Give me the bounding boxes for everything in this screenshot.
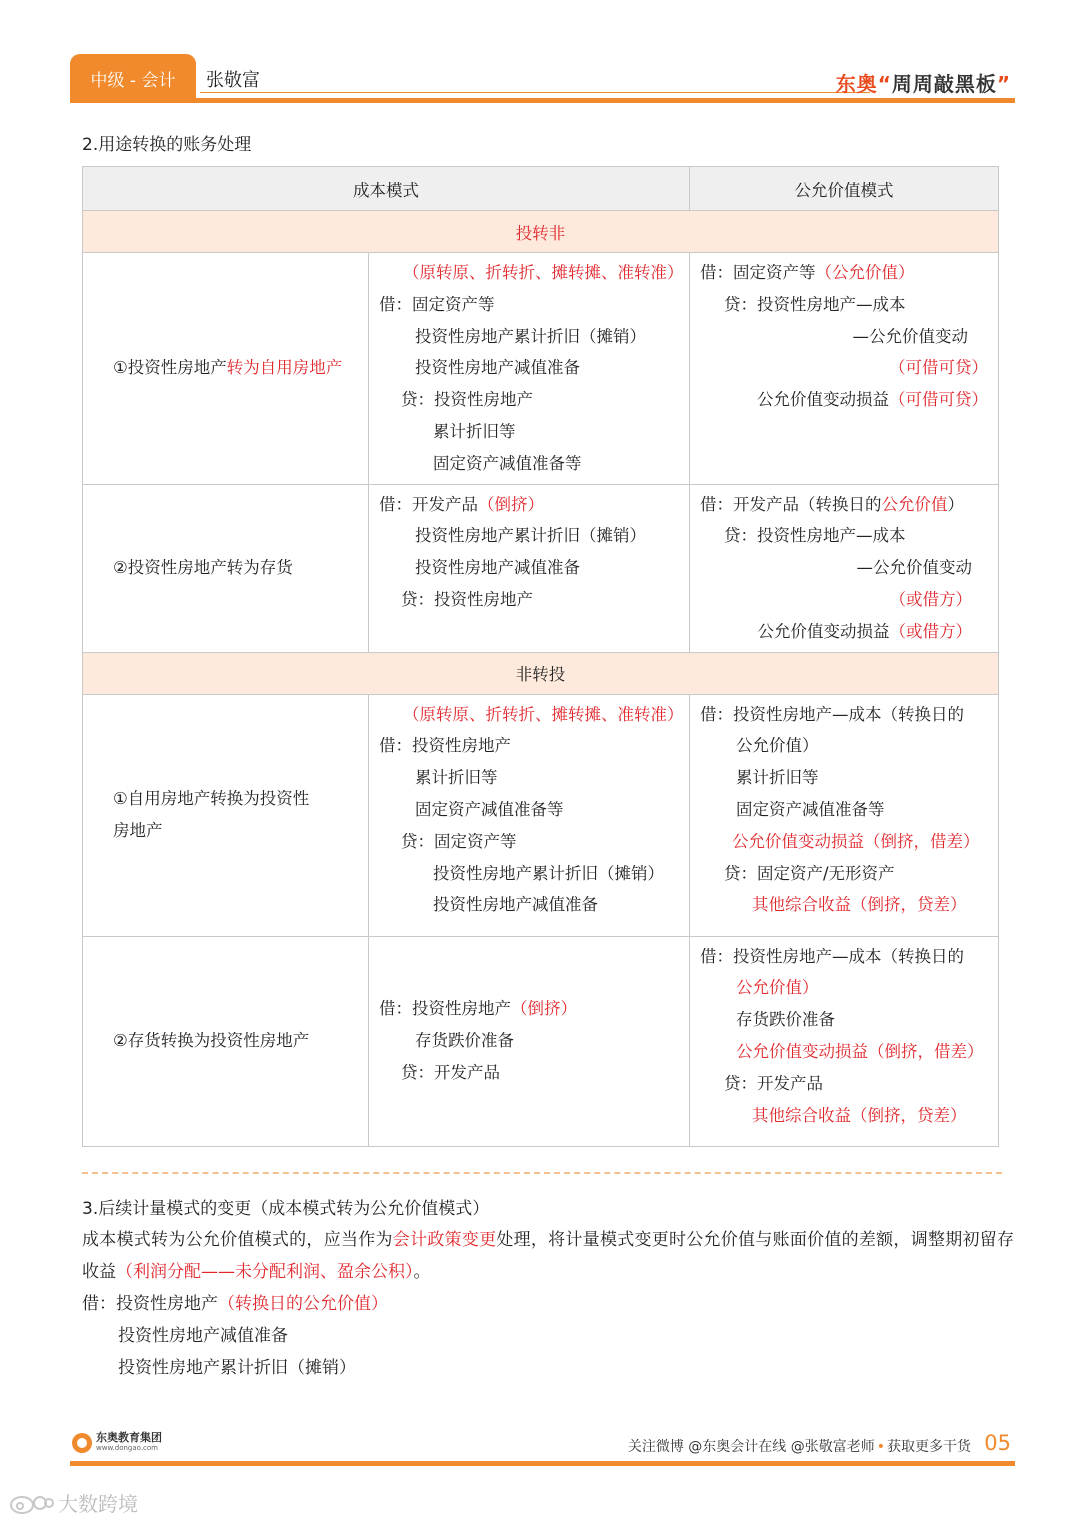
entry-text: 借：固定资产等 bbox=[700, 263, 816, 282]
header-cost-model: 成本模式 bbox=[83, 167, 690, 211]
entry-line: 投资性房地产减值准备 bbox=[433, 895, 598, 915]
entry-line: 固定资产减值准备等 bbox=[433, 453, 582, 473]
row-label-highlight: 转为自用房地产 bbox=[226, 358, 343, 378]
conversion-table bbox=[82, 166, 999, 1147]
entry-line bbox=[700, 257, 992, 289]
footer-bar bbox=[70, 1461, 1015, 1466]
entry-line: 贷：投资性房地产 bbox=[401, 390, 533, 410]
bottom-watermark-text: 大数跨境 bbox=[58, 1492, 138, 1516]
cost-model-entry bbox=[369, 694, 690, 936]
row-label bbox=[83, 694, 369, 936]
entry-line: 累计折旧等 bbox=[415, 768, 498, 788]
entry-line: 投资性房地产减值准备 bbox=[415, 358, 580, 378]
entry-line: 贷：开发产品 bbox=[724, 1073, 823, 1093]
paragraph-text: 。 bbox=[413, 1262, 431, 1282]
fair-value-entry bbox=[690, 253, 999, 485]
band-non-to-investment: 非转投 bbox=[83, 652, 999, 694]
entry-line bbox=[379, 993, 683, 1025]
band-row bbox=[83, 211, 999, 253]
entry-line: 公允价值变动损益（倒挤，借差） bbox=[732, 831, 980, 851]
row-label-line: 房地产 bbox=[113, 821, 163, 841]
entry-highlight: 公允价值 bbox=[881, 494, 948, 514]
entry-line: 固定资产减值准备等 bbox=[736, 799, 885, 819]
header-fair-value-model: 公允价值模式 bbox=[690, 167, 999, 211]
footer-logo-name: 东奥教育集团 bbox=[96, 1431, 162, 1444]
entry-line bbox=[700, 489, 992, 521]
fair-value-entry bbox=[690, 694, 999, 936]
row-label: ②投资性房地产转为存货 bbox=[83, 484, 369, 652]
follow-dot: • bbox=[876, 1439, 885, 1455]
subject-tab: 中级 - 会计 bbox=[70, 54, 196, 102]
entry-line: 固定资产减值准备等 bbox=[415, 799, 564, 819]
section-3-title: 3.后续计量模式的变更（成本模式转为公允价值模式） bbox=[82, 1199, 490, 1219]
fair-value-entry bbox=[690, 484, 999, 652]
header-underline bbox=[200, 92, 870, 93]
brand-slogan: 周周敲黑板 bbox=[891, 72, 997, 96]
footer-follow-text bbox=[628, 1436, 971, 1456]
entry-highlight: （转换日的公允价值） bbox=[218, 1294, 388, 1314]
row-label-line: ①自用房地产转换为投资性 bbox=[113, 789, 310, 809]
page-header bbox=[70, 54, 1015, 104]
entry-line: 累计折旧等 bbox=[736, 768, 819, 788]
entry-line: 贷：开发产品 bbox=[401, 1062, 500, 1082]
paragraph-highlight: （利润分配——未分配利润、盈余公积） bbox=[116, 1262, 414, 1282]
follow-tail: 获取更多干货 bbox=[887, 1439, 971, 1455]
brand-open-quote: “ bbox=[877, 72, 892, 96]
dashed-separator bbox=[82, 1172, 1002, 1174]
paragraph-text: 成本模式转为公允价值模式的，应当作为 bbox=[82, 1230, 393, 1250]
table-header-row bbox=[83, 167, 999, 211]
entry-line: 累计折旧等 bbox=[433, 421, 516, 441]
entry-line bbox=[82, 1288, 1014, 1320]
entry-highlight: （倒挤） bbox=[511, 999, 577, 1019]
entry-text: 借：投资性房地产 bbox=[82, 1294, 218, 1314]
section-2-title: 2.用途转换的账务处理 bbox=[82, 135, 252, 155]
cost-model-entry bbox=[369, 936, 690, 1146]
entry-line: —公允价值变动 bbox=[852, 326, 968, 346]
entry-line: （可借可贷） bbox=[889, 358, 988, 378]
cost-model-entry bbox=[369, 484, 690, 652]
brand-close-quote: ” bbox=[996, 72, 1011, 96]
paragraph-highlight: 会计政策变更 bbox=[392, 1230, 497, 1250]
entry-line: 借：投资性房地产 bbox=[379, 736, 511, 756]
entry-line bbox=[700, 384, 992, 416]
entry-line: 公允价值） bbox=[736, 736, 819, 756]
entry-line: 其他综合收益（倒挤，贷差） bbox=[752, 895, 967, 915]
entry-text: 公允价值变动损益 bbox=[757, 621, 890, 641]
bottom-watermark bbox=[8, 1488, 138, 1517]
band-investment-to-non: 投转非 bbox=[83, 211, 999, 253]
dongao-logo-icon bbox=[72, 1433, 92, 1453]
entry-highlight: （可借可贷） bbox=[889, 390, 988, 410]
entry-text: 公允价值变动损益 bbox=[757, 390, 889, 410]
entry-line: 贷：固定资产等 bbox=[401, 831, 517, 851]
entry-line: 存货跌价准备 bbox=[415, 1031, 514, 1051]
entry-line: 贷：投资性房地产—成本 bbox=[724, 294, 906, 314]
entry-line: 投资性房地产减值准备 bbox=[118, 1326, 288, 1346]
entry-line: 其他综合收益（倒挤，贷差） bbox=[752, 1105, 967, 1125]
entry-line: 借：投资性房地产—成本（转换日的 bbox=[700, 704, 964, 724]
entry-line bbox=[700, 616, 992, 648]
entry-line bbox=[379, 489, 683, 521]
footer-logo-url: www.dongao.com bbox=[96, 1444, 158, 1452]
band-row bbox=[83, 652, 999, 694]
entry-line: 公允价值） bbox=[736, 978, 819, 998]
row-label: ②存货转换为投资性房地产 bbox=[83, 936, 369, 1146]
entry-line: 存货跌价准备 bbox=[736, 1010, 835, 1030]
brand-title bbox=[836, 68, 1011, 97]
table-row bbox=[83, 936, 999, 1146]
footer-logo bbox=[72, 1432, 162, 1453]
entry-text: 借：开发产品（转换日的 bbox=[700, 494, 882, 514]
entry-line: 投资性房地产累计折旧（摊销） bbox=[415, 326, 646, 346]
entry-line: 贷：固定资产/无形资产 bbox=[724, 863, 895, 883]
follow-text: 关注微博 @东奥会计在线 @张敬富老师 bbox=[627, 1439, 875, 1455]
entry-line: （或借方） bbox=[889, 589, 972, 609]
entry-line: 借：固定资产等 bbox=[379, 294, 495, 314]
entry-line: （原转原、折转折、摊转摊、准转准） bbox=[403, 704, 684, 724]
entry-text: 借：开发产品 bbox=[379, 494, 478, 514]
entry-highlight: （公允价值） bbox=[815, 263, 915, 282]
entry-line: 投资性房地产累计折旧（摊销） bbox=[433, 863, 664, 883]
fair-value-entry bbox=[690, 936, 999, 1146]
entry-line: 贷：投资性房地产 bbox=[401, 589, 533, 609]
page-number: 05 bbox=[984, 1431, 1011, 1455]
row-label bbox=[83, 253, 369, 485]
entry-line: 投资性房地产累计折旧（摊销） bbox=[415, 526, 646, 546]
entry-line: 借：投资性房地产—成本（转换日的 bbox=[700, 946, 964, 966]
entry-line: （原转原、折转折、摊转摊、准转准） bbox=[403, 263, 684, 282]
table-row bbox=[83, 253, 999, 485]
entry-text: ） bbox=[947, 494, 964, 514]
entry-line: —公允价值变动 bbox=[856, 558, 972, 578]
entry-text: 借：投资性房地产 bbox=[379, 999, 511, 1019]
header-bar bbox=[70, 98, 1015, 103]
entry-line: 投资性房地产累计折旧（摊销） bbox=[118, 1358, 356, 1378]
entry-line: 投资性房地产减值准备 bbox=[415, 558, 580, 578]
entry-highlight: （倒挤） bbox=[478, 494, 544, 514]
entry-highlight: （或借方） bbox=[889, 621, 972, 641]
section-3-paragraph bbox=[82, 1224, 1014, 1288]
page-footer bbox=[70, 1428, 1015, 1468]
cost-model-entry bbox=[369, 253, 690, 485]
section-3 bbox=[82, 1194, 1014, 1384]
row-label-text: ①投资性房地产 bbox=[113, 358, 227, 378]
entry-line: 公允价值变动损益（倒挤，借差） bbox=[736, 1041, 984, 1061]
author-name: 张敬富 bbox=[206, 70, 260, 91]
brand-name: 东奥 bbox=[835, 72, 878, 96]
table-row bbox=[83, 484, 999, 652]
weibo-icon bbox=[8, 1490, 54, 1516]
entry-line: 贷：投资性房地产—成本 bbox=[724, 526, 906, 546]
table-row bbox=[83, 694, 999, 936]
paragraph-text: 处理，将计量模式变更时公允价值与账面价值的差额，调整期初留存收益 bbox=[82, 1230, 1015, 1282]
